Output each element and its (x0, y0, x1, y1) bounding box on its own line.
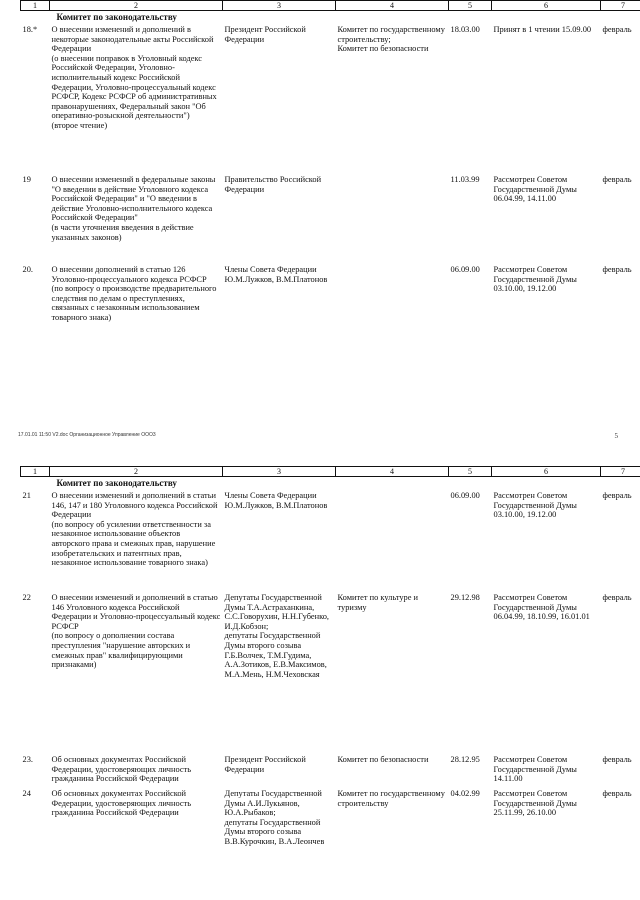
bill-author: Президент Российской Федерации (224, 25, 306, 44)
page-number: 5 (614, 432, 618, 440)
column-number-row (21, 467, 640, 477)
col-header: 5 (449, 467, 492, 477)
bill-author: Депутаты Государственной Думы Т.А.Астраханкина, С.С.Говорухин, Н.Н.Губенко, И.Д.Кобзон; депутаты Государственной Думы второго созыва Г.Б.Волчек, Т.М.Гудима, А.А.Зотиков, Е.В.Максимов, М.А.Мень, Н.М.Чеховская (224, 593, 329, 679)
responsible-committee: Комитет по государственному строительству; Комитет по безопасности (337, 25, 445, 54)
col-header: 4 (336, 467, 449, 477)
submission-date: 29.12.98 (450, 593, 480, 602)
row-number: 23. (22, 755, 33, 764)
bill-author: Депутаты Государственной Думы А.И.Лукьянов, Ю.А.Рыбаков; депутаты Государственной Думы второго созыва В.В.Курочкин, В.А.Леончев (224, 789, 325, 846)
bill-status: Рассмотрен Советом Государственной Думы 25.11.99, 26.10.00 (493, 789, 577, 818)
row-number: 21 (22, 491, 31, 500)
col-header: 7 (601, 1, 640, 11)
row-number: 19 (22, 175, 31, 184)
planned-month: февраль (602, 789, 632, 798)
bill-title: Об основных документах Российской Федерации, удостоверяющих личность гражданина Российской Федерации (51, 755, 192, 784)
bill-author: Члены Совета Федерации Ю.М.Лужков, В.М.Платонов (224, 491, 328, 510)
col-header: 6 (492, 467, 601, 477)
responsible-committee: Комитет по культуре и туризму (337, 593, 419, 612)
footer-file-info: 17.01.01 11:50 V2.doc Организационное Управление ООО3 (18, 432, 156, 438)
col-header: 1 (21, 467, 50, 477)
committee-heading: Комитет по законодательству (56, 12, 177, 22)
page-2-section (20, 466, 632, 847)
bill-status: Рассмотрен Советом Государственной Думы 06.04.99, 18.10.99, 16.01.01 (493, 593, 590, 622)
bill-status: Рассмотрен Советом Государственной Думы 14.11.00 (493, 755, 577, 784)
submission-date: 18.03.00 (450, 25, 480, 34)
col-header: 4 (336, 1, 449, 11)
responsible-committee: Комитет по государственному строительству (337, 789, 445, 808)
col-header: 2 (50, 467, 223, 477)
bill-author: Президент Российской Федерации (224, 755, 306, 774)
planned-month: февраль (602, 755, 632, 764)
col-header: 6 (492, 1, 601, 11)
column-number-row (21, 1, 640, 11)
bill-status: Рассмотрен Советом Государственной Думы 06.04.99, 14.11.00 (493, 175, 577, 204)
bill-title: О внесении дополнений в статью 126 Уголовно-процессуального кодекса РСФСР (по вопросу о производстве предварительного следствия по делам о преступлениях, связанных с незаконным использованием товарного знака) (51, 265, 217, 322)
table-row (21, 263, 640, 323)
bill-title: О внесении изменений и дополнений в статью 146 Уголовного кодекса Российской Федерации и Уголовно-процессуальный кодекс РСФСР (по вопросу о дополнении состава преступления "нарушение авторских и смежных прав" квалифицирующими признаками) (51, 593, 221, 670)
submission-date: 06.09.00 (450, 265, 480, 274)
planned-month: февраль (602, 491, 632, 500)
col-header: 5 (449, 1, 492, 11)
bill-status: Принят в 1 чтении 15.09.00 (493, 25, 592, 34)
col-header: 7 (601, 467, 640, 477)
bill-title: Об основных документах Российской Федерации, удостоверяющих личность гражданина Российской Федерации (51, 789, 192, 818)
planned-month: февраль (602, 265, 632, 274)
bills-table-page-1 (20, 0, 640, 323)
table-row (21, 23, 640, 173)
bill-title: О внесении изменений и дополнений в некоторые законодательные акты Российской Федерации (о внесении поправок в Уголовный кодекс Российской Федерации, Уголовно-исполнительный кодекс Российской Федерации, Уголовно-процессуальный кодекс РСФСР, Кодекс РСФСР об административных правонарушениях, Федеральный закон "Об оперативно-розыскной деятельности") (второе чтение) (51, 25, 217, 130)
row-number: 22 (22, 593, 31, 602)
responsible-committee (336, 263, 449, 323)
bill-author: Члены Совета Федерации Ю.М.Лужков, В.М.Платонов (224, 265, 328, 284)
bill-status: Рассмотрен Советом Государственной Думы 03.10.00, 19.12.00 (493, 265, 577, 294)
planned-month: февраль (602, 593, 632, 602)
responsible-committee (336, 489, 449, 591)
table-row (21, 753, 640, 787)
table-row (21, 787, 640, 847)
bill-author: Правительство Российской Федерации (224, 175, 322, 194)
responsible-committee (336, 173, 449, 263)
submission-date: 04.02.99 (450, 789, 480, 798)
planned-month: февраль (602, 25, 632, 34)
row-number: 20. (22, 265, 33, 274)
bill-title: О внесении изменений и дополнений в статьи 146, 147 и 180 Уголовного кодекса Российской Федерации (по вопросу об усилении ответственности за незаконное использование объектов авторского права и смежных прав, нарушение изобретательских и патентных прав, незаконное использование товарного знака) (51, 491, 218, 568)
table-row (21, 591, 640, 753)
submission-date: 11.03.99 (450, 175, 480, 184)
row-number: 24 (22, 789, 31, 798)
responsible-committee: Комитет по безопасности (337, 755, 429, 764)
planned-month: февраль (602, 175, 632, 184)
bills-table-page-2 (20, 466, 640, 847)
col-header: 1 (21, 1, 50, 11)
row-number: 18.* (22, 25, 38, 34)
col-header: 3 (223, 467, 336, 477)
page-footer (18, 432, 618, 438)
committee-heading: Комитет по законодательству (56, 478, 177, 488)
bill-title: О внесении изменений в федеральные законы "О введении в действие Уголовного кодекса Российской Федерации" и "О введении в действие Уголовно-исполнительного кодекса Российской Федерации" (в части уточнения введения в действие указанных законов) (51, 175, 216, 242)
table-row (21, 489, 640, 591)
col-header: 2 (50, 1, 223, 11)
submission-date: 06.09.00 (450, 491, 480, 500)
table-row (21, 173, 640, 263)
col-header: 3 (223, 1, 336, 11)
page-1-section (20, 0, 632, 323)
bill-status: Рассмотрен Советом Государственной Думы 03.10.00, 19.12.00 (493, 491, 577, 520)
submission-date: 28.12.95 (450, 755, 480, 764)
